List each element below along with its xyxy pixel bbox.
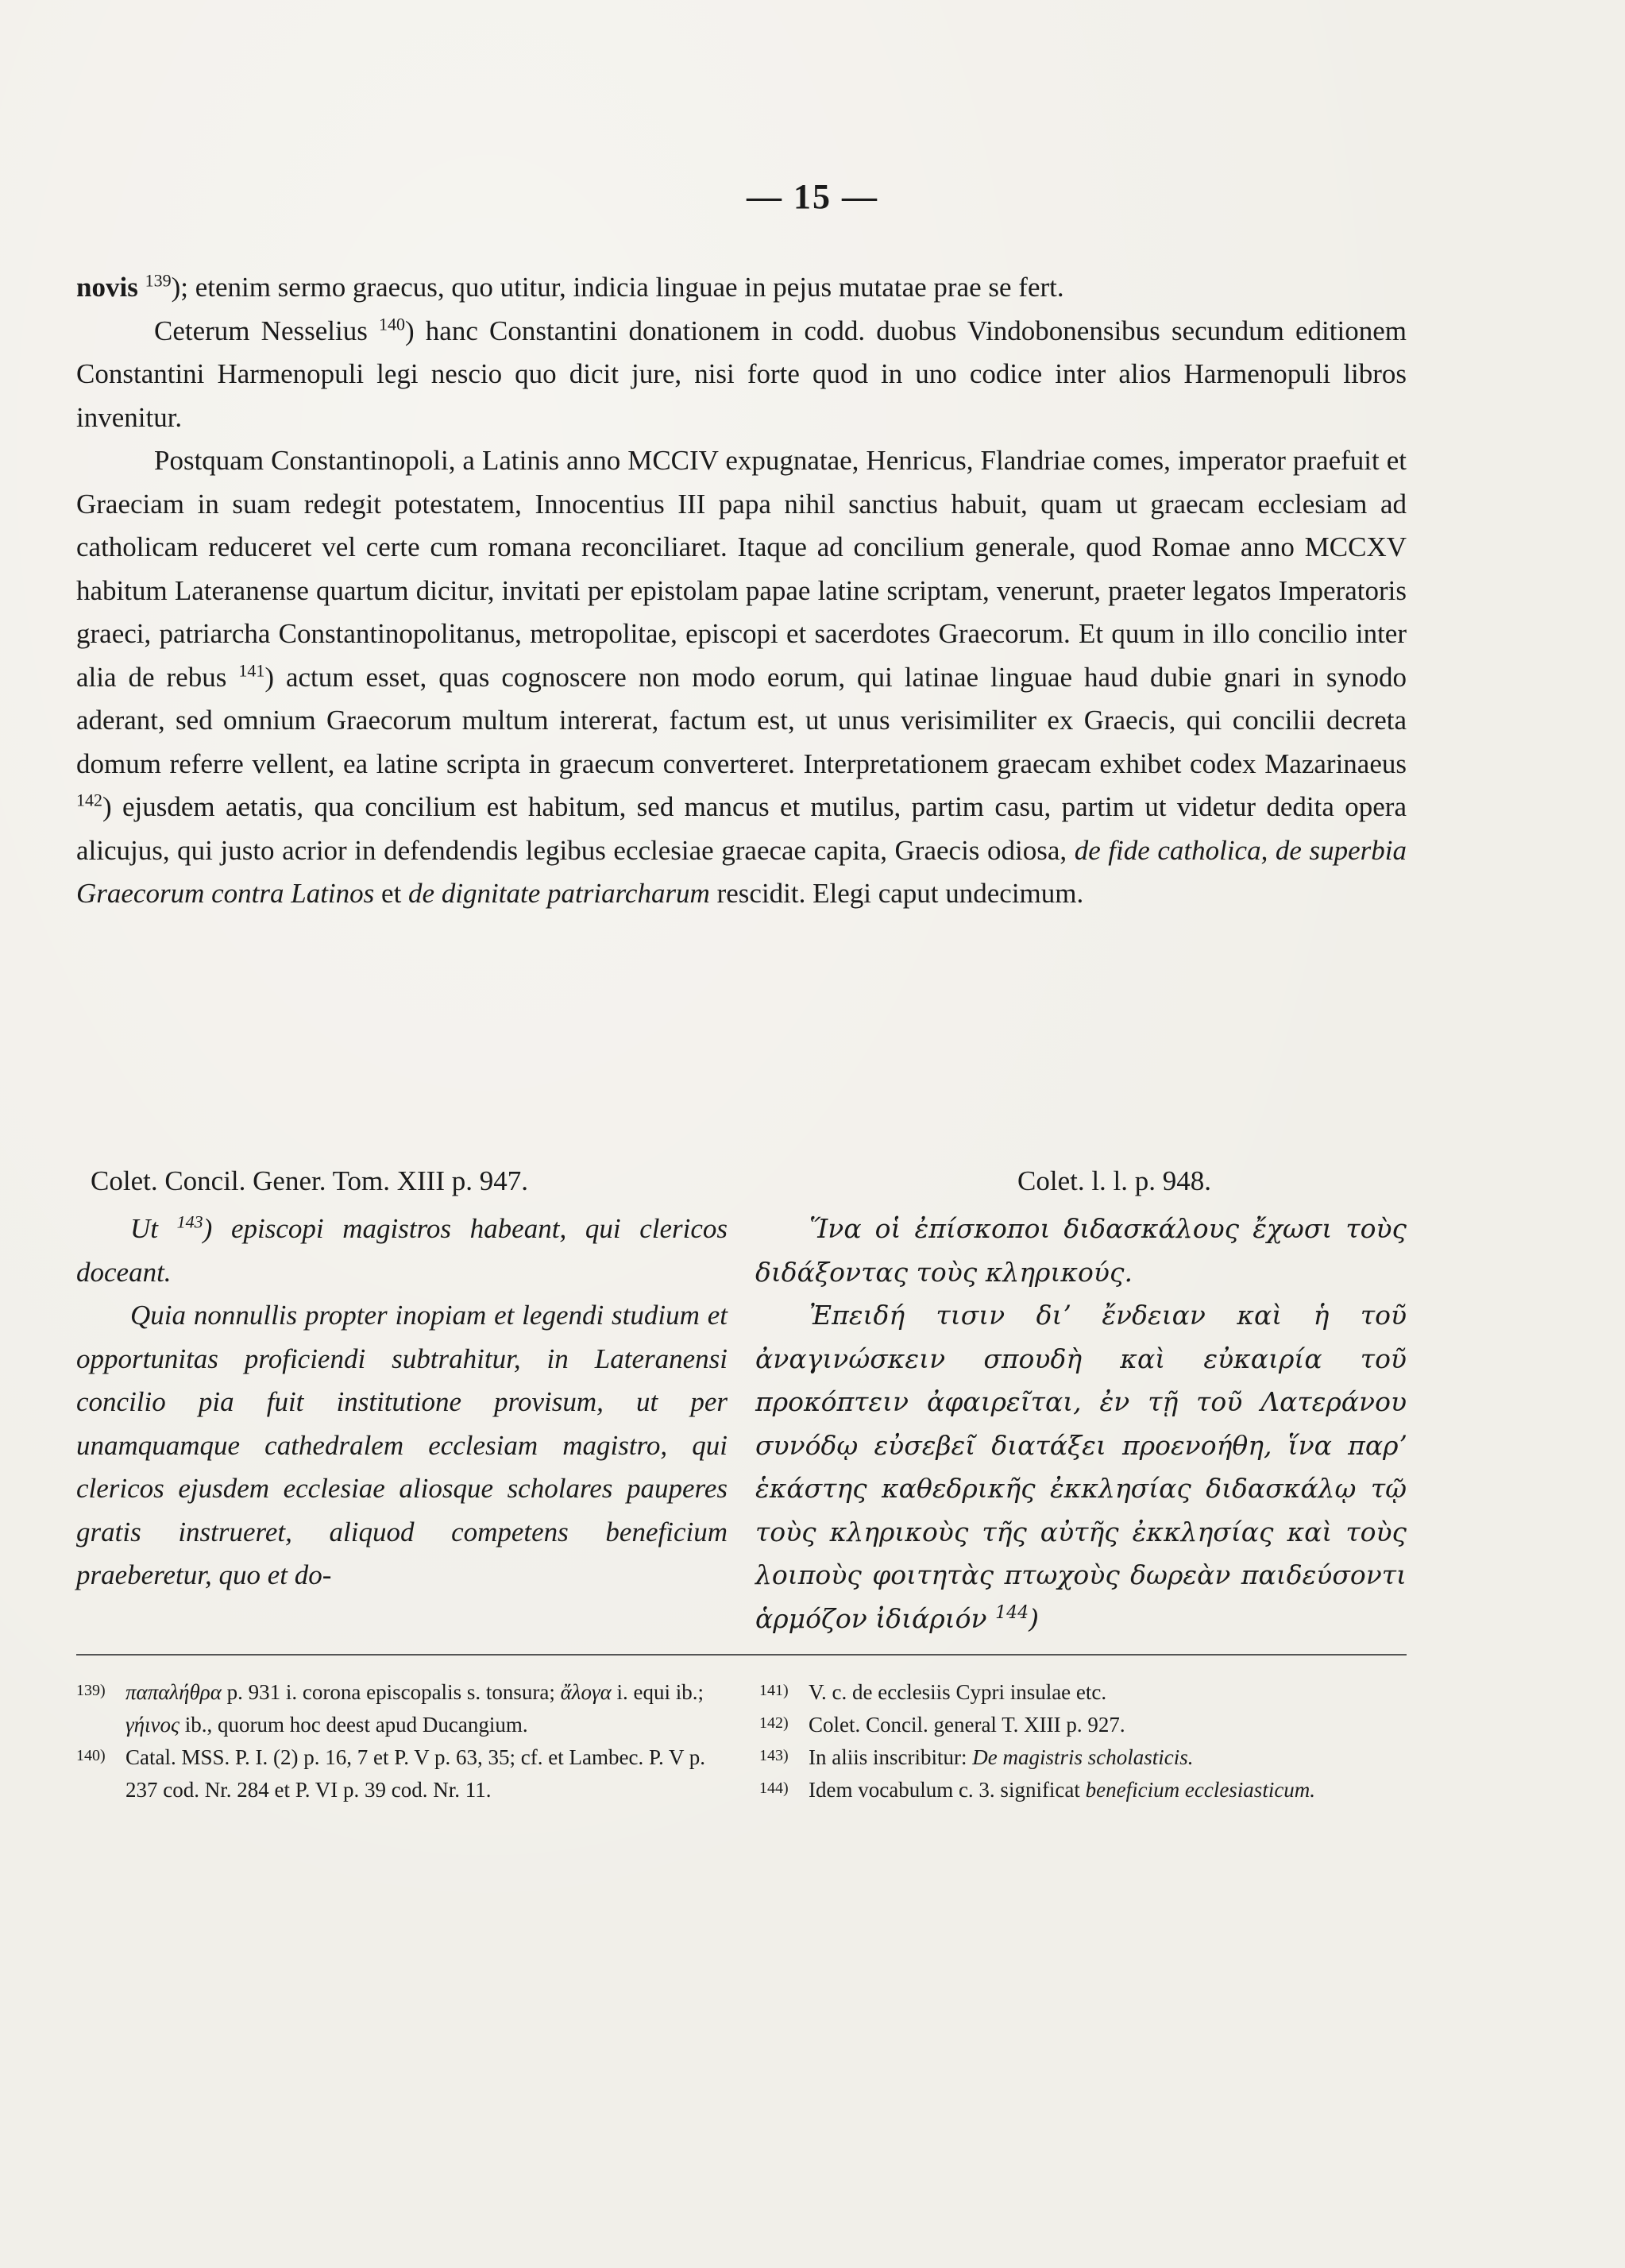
footnote-ref-144[interactable]: 144 — [995, 1602, 1029, 1623]
paragraph-3-italic-title: de fide catholica, de superbia Graecorum contra Latinos — [76, 834, 1407, 909]
paragraph-2-text: ) hanc Constantini donationem in codd. duobus Vindobonensibus secundum editionem Constantini Harmenopuli legi nescio quo dicit jure, nisi forte quod in uno codice inter alios Harmenopuli libros invenitur. — [76, 315, 1407, 433]
footnote-mark: 140) — [76, 1747, 106, 1764]
parallel-columns — [76, 1160, 1407, 1652]
footnote-139 — [76, 1676, 712, 1741]
footnote-mark: 143) — [759, 1747, 789, 1764]
paragraph-1-lead: novis — [76, 272, 145, 303]
footnote-ref-142[interactable]: 142 — [76, 790, 102, 810]
greek-body-end: ) — [1029, 1602, 1039, 1634]
footnote-mark: 142) — [759, 1714, 789, 1732]
paragraph-1-text: ); etenim sermo graecus, quo utitur, indicia linguae in pejus mutatae prae se fert. — [171, 272, 1064, 303]
footnote-text: Catal. MSS. P. I. (2) p. 16, 7 et P. V p. 63, 35; cf. et Lambec. P. V p. 237 cod. Nr. 284 et P. VI p. 39 cod. Nr. 11. — [125, 1745, 706, 1802]
greek-chapter-title: Ἵνα οἱ ἐπίσκοποι διδασκάλους ἔχωσι τοὺς διδάξοντας τοὺς κληρικούς. — [755, 1213, 1407, 1288]
latin-chapter-body: Quia nonnullis propter inopiam et legendi studium et opportunitas proficiendi subtrahitur, in Lateranensi concilio pia fuit institutione provisum, ut per unamquamque cathedralem ecclesiam magistro, qui clericos ejusdem ecclesiae aliosque scholares pauperes gratis instrueret, aliquod competens beneficium praeberetur, quo et do- — [76, 1300, 728, 1590]
paragraph-3-text: et — [374, 878, 409, 909]
footnote-text: ἄλογα — [560, 1680, 612, 1704]
footnote-143 — [759, 1741, 1395, 1774]
footnotes — [76, 1676, 1407, 1914]
footnote-ref-139[interactable]: 139 — [145, 270, 172, 291]
latin-title-rest: ) episcopi magistros habeant, qui clericos doceant. — [76, 1213, 728, 1288]
footnote-ref-141[interactable]: 141 — [238, 659, 265, 680]
footnote-text: V. c. de ecclesiis Cypri insulae etc. — [809, 1680, 1107, 1704]
footnote-141 — [759, 1676, 1395, 1709]
footnote-140 — [76, 1741, 712, 1806]
paragraph-3-text: ) actum esset, quas cognoscere non modo eorum, qui latinae linguae haud dubie gnari in synodo aderant, sed omnium Graecorum multum intererat, factum est, ut unus verisimiliter ex Graecis, qui concilii decreta domum referre vellent, ea latine scripta in graecum converteret. Interpretationem graecam exhibet codex Mazarinaeus — [76, 661, 1407, 779]
paragraph-2-start: Ceterum Nesselius — [154, 315, 379, 346]
paragraph-3-text: ) ejusdem aetatis, qua concilium est habitum, sed mancus et mutilus, partim casu, partim ut videtur dedita opera alicujus, qui justo acrior in defendendis legibus ecclesiae graecae capita, Graecis odiosa, — [76, 791, 1407, 866]
paragraph-3-text: Postquam Constantinopoli, a Latinis anno MCCIV expugnatae, Henricus, Flandriae comes, imperator praefuit et Graeciam in suam redegit potestatem, Innocentius III papa nihil sanctius habuit, quam ut graecam ecclesiam ad catholicam reduceret vel certe cum romana reconciliaret. Itaque ad concilium generale, quod Romae anno MCCXV habitum Lateranense quartum dicitur, invitati per epistolam papae latine scriptam, venerunt, praeter legatos Imperatoris graeci, patriarcha Constantinopolitanus, metropolitae, episcopi et sacerdotes Graecorum. Et quum in illo concilio inter alia de rebus — [76, 445, 1407, 693]
footnote-rule — [76, 1654, 1407, 1656]
paragraph-3-italic-title: de dignitate patriarcharum — [408, 878, 710, 909]
footnote-text: Idem vocabulum c. 3. significat — [809, 1778, 1086, 1802]
page-number: — 15 — — [747, 177, 878, 216]
main-text — [76, 266, 1407, 916]
footnote-text: γήινος — [125, 1713, 179, 1737]
footnote-ref-143[interactable]: 143 — [176, 1211, 203, 1232]
footnote-text: Colet. Concil. general T. XIII p. 927. — [809, 1713, 1125, 1737]
latin-column-heading: Colet. Concil. Gener. Tom. XIII p. 947. — [91, 1165, 528, 1196]
footnotes-left-column — [76, 1676, 712, 1806]
footnote-mark: 144) — [759, 1779, 789, 1797]
footnote-mark: 139) — [76, 1682, 106, 1699]
footnote-text: De magistris scholasticis. — [972, 1745, 1194, 1769]
footnotes-right-column — [759, 1676, 1395, 1806]
footnote-text: παπαλήθρα — [125, 1680, 222, 1704]
greek-column-heading: Colet. l. l. p. 948. — [1017, 1165, 1212, 1196]
paragraph-1 — [76, 266, 1407, 310]
paragraph-3-text: rescidit. Elegi caput undecimum. — [709, 878, 1084, 909]
greek-body-text: Ἐπειδή τισιν διʼ ἔνδειαν καὶ ἡ τοῦ ἀναγινώσκειν σπουδὴ καὶ εὐκαιρία τοῦ προκόπτειν ἀφαιρεῖται, ἐν τῇ τοῦ Λατεράνου συνόδῳ εὐσεβεῖ διατάξει προενοήθη, ἵνα παρʼ ἑκάστης καθεδρικῆς ἐκκλησίας διδασκάλῳ τῷ τοὺς κληρικοὺς τῆς αὐτῆς ἐκκλησίας καὶ τοὺς λοιποὺς φοιτητὰς πτωχοὺς δωρεὰν παιδεύσοντι ἁρμόζον ἰδιάριόν — [755, 1300, 1407, 1634]
latin-column — [76, 1160, 728, 1598]
footnote-text: In aliis inscribitur: — [809, 1745, 973, 1769]
footnote-142 — [759, 1709, 1395, 1741]
footnote-text: p. 931 i. corona episcopalis s. tonsura; — [221, 1680, 561, 1704]
footnote-mark: 141) — [759, 1682, 789, 1699]
paragraph-3 — [76, 439, 1407, 916]
latin-title-start: Ut — [130, 1213, 177, 1244]
footnote-text: i. equi ib.; — [611, 1680, 704, 1704]
footnote-text: beneficium ecclesiasticum. — [1085, 1778, 1316, 1802]
paragraph-2 — [76, 310, 1407, 440]
footnote-text: ib., quorum hoc deest apud Ducangium. — [179, 1713, 528, 1737]
footnote-ref-140[interactable]: 140 — [378, 313, 405, 334]
greek-column — [755, 1160, 1407, 1640]
greek-chapter-body — [755, 1294, 1407, 1640]
footnote-144 — [759, 1774, 1395, 1806]
latin-chapter-title — [76, 1207, 728, 1294]
